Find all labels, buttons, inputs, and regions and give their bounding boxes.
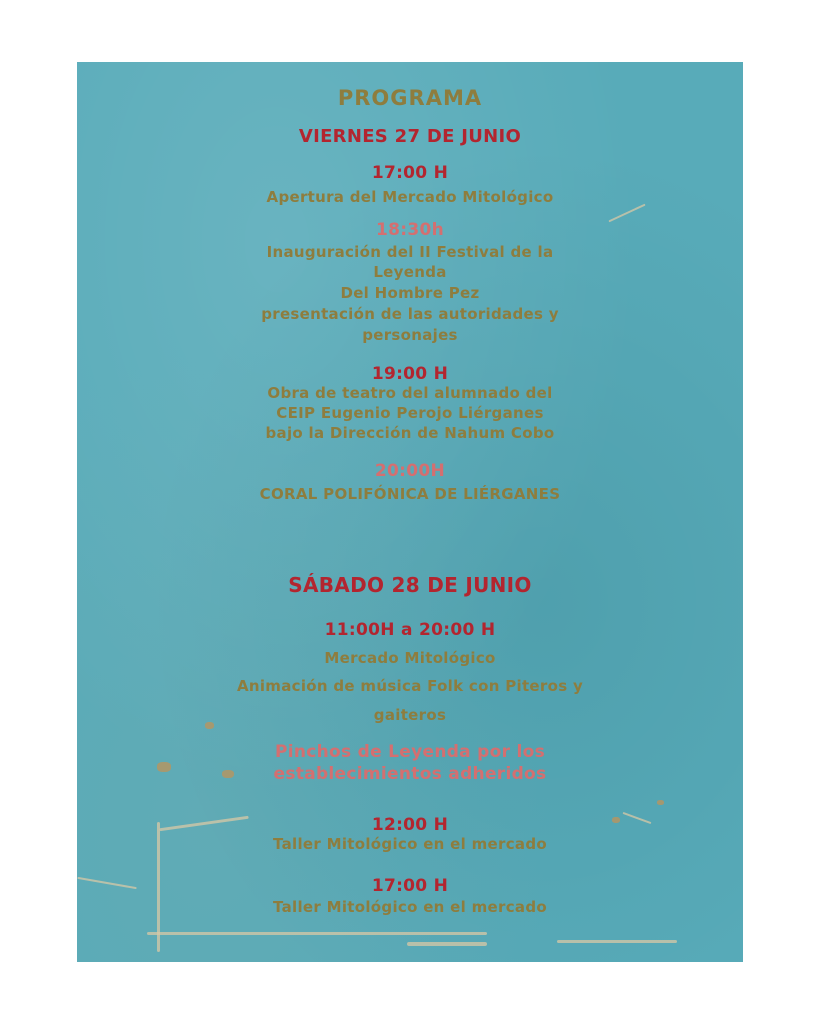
friday-event-coral: CORAL POLIFÓNICA DE LIÉRGANES [259,485,561,503]
friday-time-1830: 18:30h [375,220,444,240]
saturday-pinchos-line1: Pinchos de Leyenda por los [274,742,546,762]
friday-event-inauguracion-line3: Del Hombre Pez [340,284,480,302]
saturday-time-1200: 12:00 H [371,815,449,835]
friday-event-inauguracion-line5: personajes [362,326,458,344]
friday-event-inauguracion-line2: Leyenda [373,263,447,281]
paint-crack-decoration [557,940,677,943]
saturday-event-mercado: Mercado Mitológico [324,649,496,667]
paint-crack-decoration [147,932,487,935]
saturday-time-1700: 17:00 H [371,876,449,896]
saturday-heading: SÁBADO 28 DE JUNIO [288,573,532,597]
friday-time-2000: 20:00H [374,461,446,481]
friday-time-1900: 19:00 H [371,364,449,384]
saturday-event-animacion-line2: gaiteros [373,706,447,724]
friday-event-teatro-line3: bajo la Dirección de Nahum Cobo [265,424,555,442]
saturday-time-1100-2000: 11:00H a 20:00 H [324,620,496,640]
saturday-event-animacion-line1: Animación de música Folk con Piteros y [236,677,584,695]
saturday-event-taller-1: Taller Mitológico en el mercado [273,835,547,853]
saturday-event-taller-2: Taller Mitológico en el mercado [273,898,547,916]
friday-event-apertura: Apertura del Mercado Mitológico [266,188,554,206]
saturday-pinchos-line2: establecimientos adheridos [273,764,547,784]
paint-chip-decoration [657,800,664,805]
friday-heading: VIERNES 27 DE JUNIO [298,126,522,147]
friday-event-teatro-line2: CEIP Eugenio Perojo Liérganes [276,404,544,422]
paint-crack-decoration [407,942,487,946]
program-title: PROGRAMA [337,86,483,110]
friday-time-1700: 17:00 H [371,163,449,183]
friday-event-teatro-line1: Obra de teatro del alumnado del [267,384,553,402]
friday-event-inauguracion-line4: presentación de las autoridades y [261,305,559,323]
program-poster [77,62,743,962]
friday-event-inauguracion-line1: Inauguración del II Festival de la [266,243,554,261]
